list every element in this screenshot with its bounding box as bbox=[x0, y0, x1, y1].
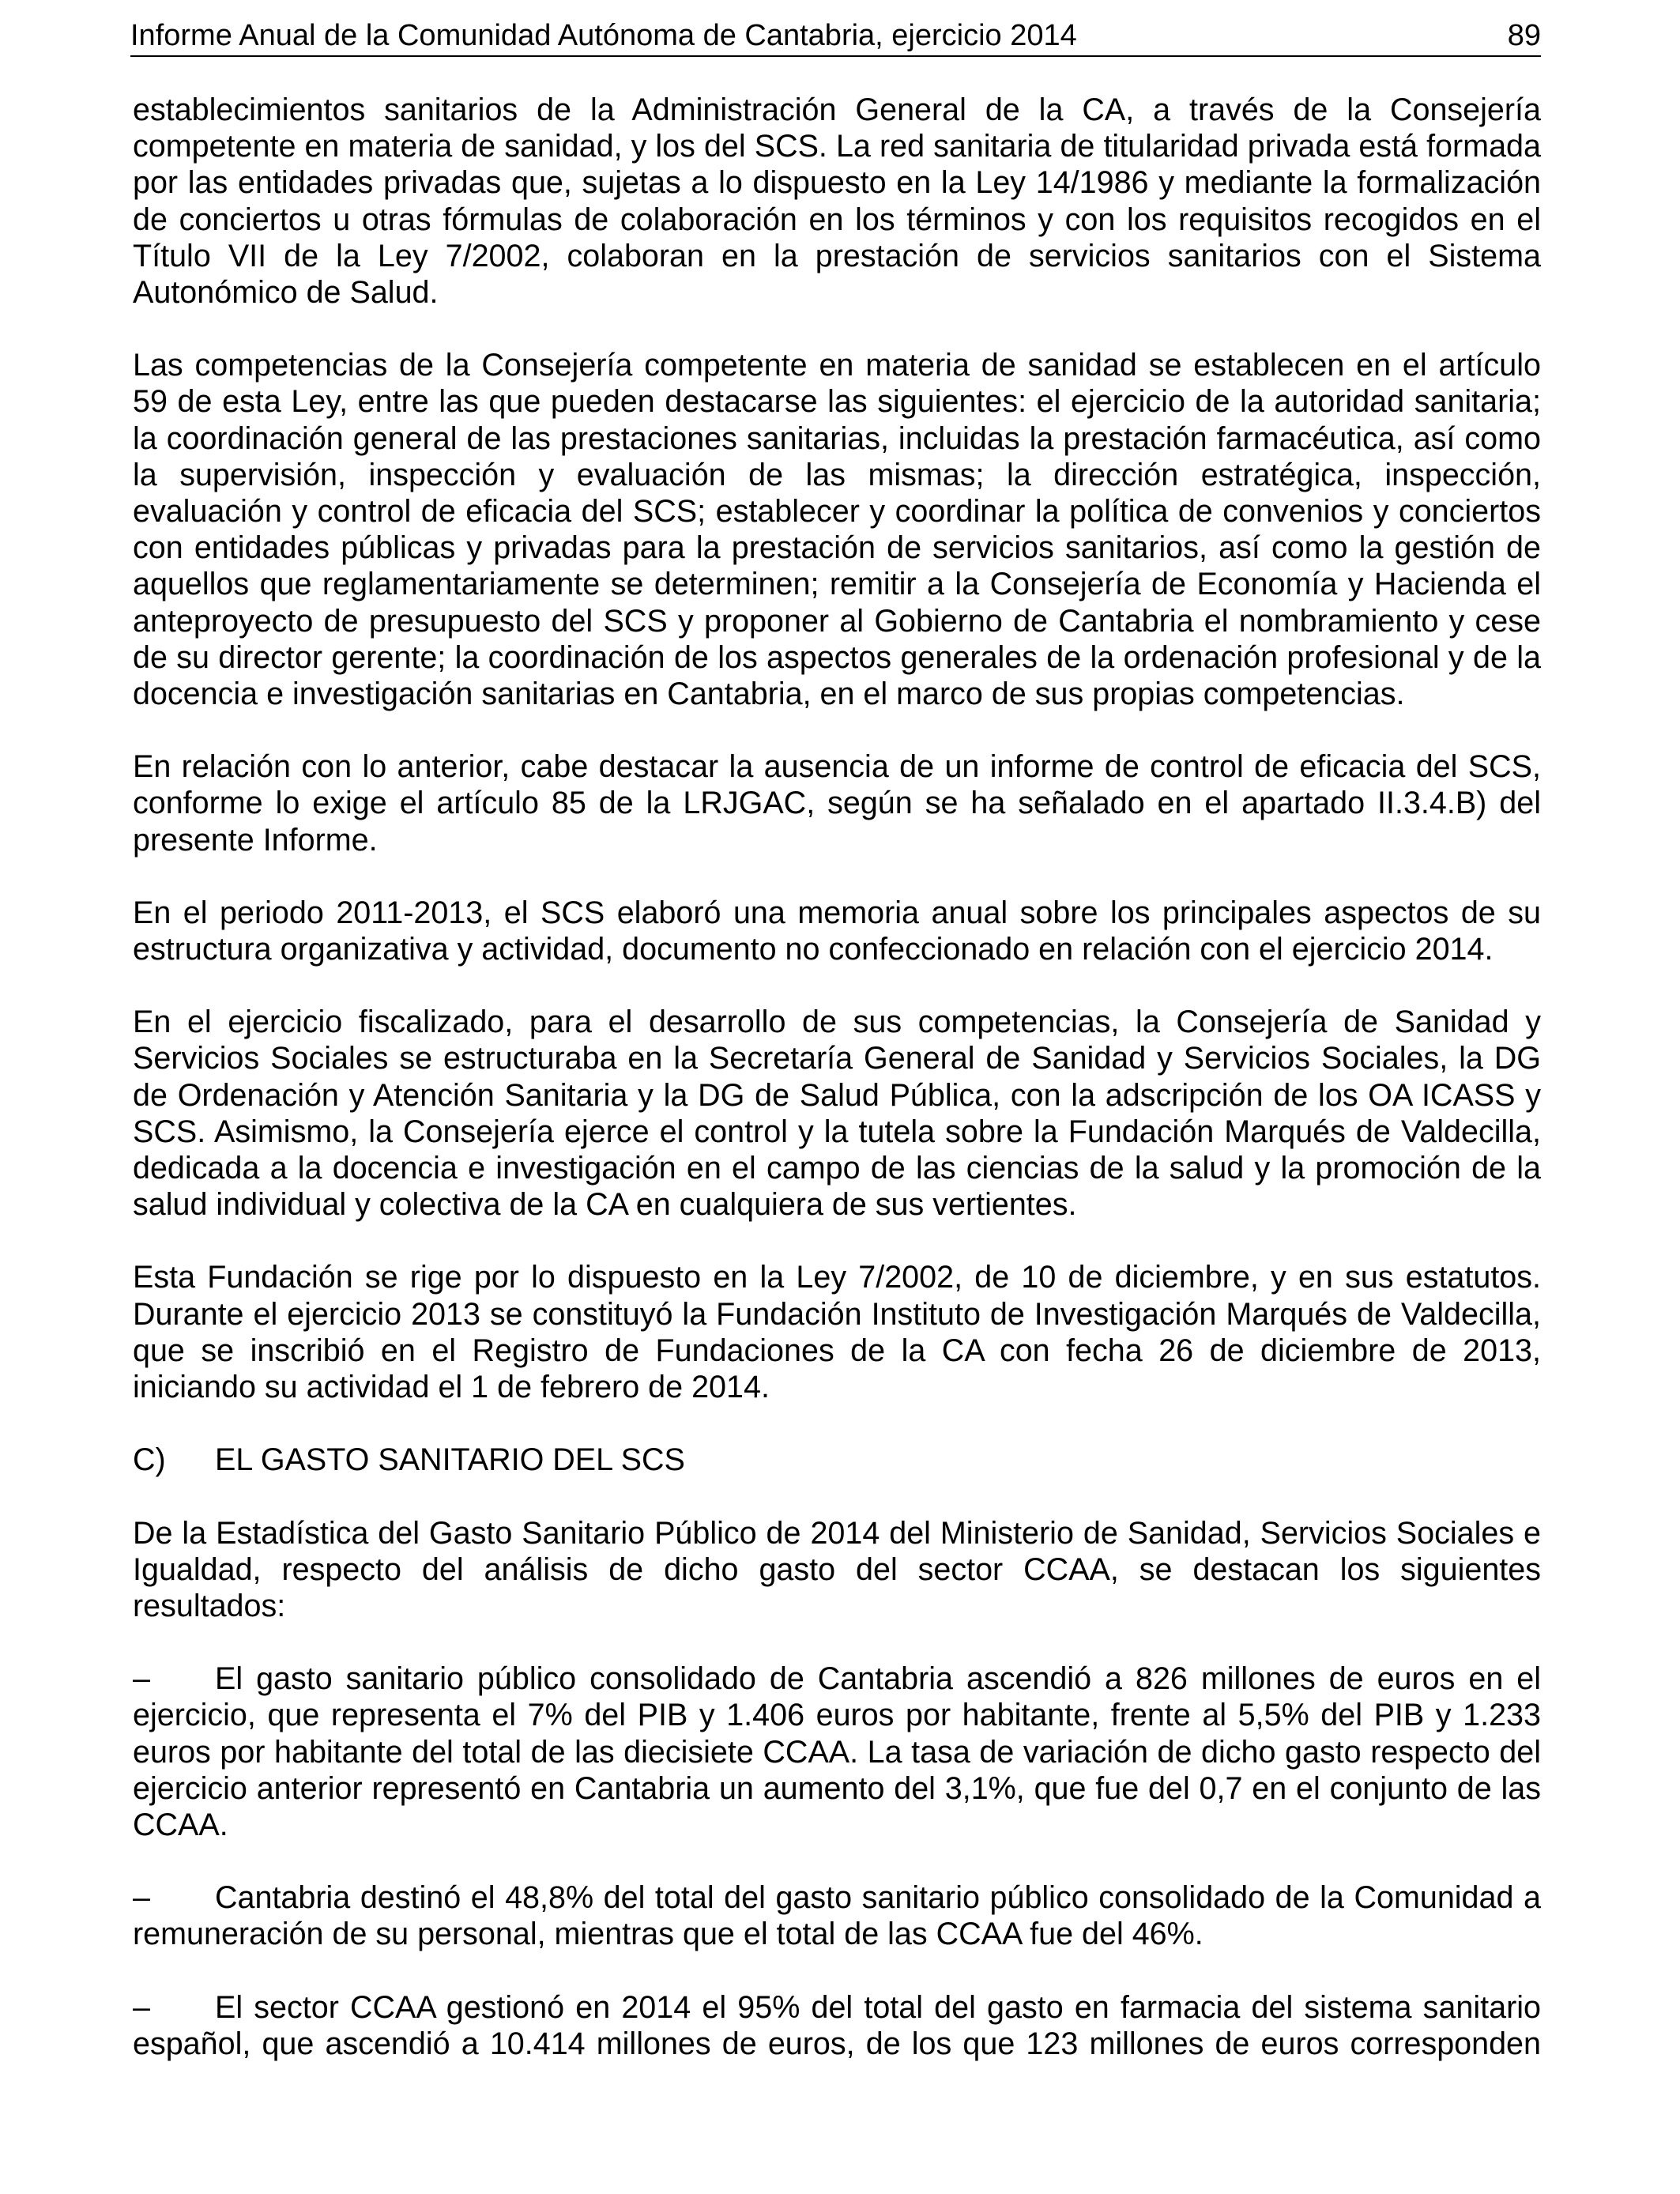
paragraph-3: En relación con lo anterior, cabe destacar la ausencia de un informe de control de eficacia del SCS, conforme lo exige el artículo 85 de la LRJGAC, según se ha señalado en el apartado II.3.4.B) del presente Informe. bbox=[133, 749, 1541, 858]
bullet-text: El gasto sanitario público consolidado de Cantabria ascendió a 826 millones de euros en el ejercicio, que representa el 7% del PIB y 1.406 euros por habitante, frente al 5,5% del PIB y 1.233 euros por habitante del total de las diecisiete CCAA. La tasa de variación de dicho gasto respecto del ejercicio anterior representó en Cantabria un aumento del 3,1%, que fue del 0,7 en el conjunto de las CCAA. bbox=[133, 1661, 1541, 1842]
page-number: 89 bbox=[1507, 19, 1541, 52]
bullet-item-3 bbox=[133, 1989, 1541, 2062]
section-heading bbox=[133, 1442, 1541, 1478]
bullet-text: El sector CCAA gestionó en 2014 el 95% del total del gasto en farmacia del sistema sanitario español, que ascendió a 10.414 millones de euros, de los que 123 millones de euros corresponden bbox=[133, 1989, 1541, 2061]
paragraph-1: establecimientos sanitarios de la Administración General de la CA, a través de la Consejería competente en materia de sanidad, y los del SCS. La red sanitaria de titularidad privada está formada por las entidades privadas que, sujetas a lo dispuesto en la Ley 14/1986 y mediante la formalización de conciertos u otras fórmulas de colaboración en los términos y con los requisitos recogidos en el Título VII de la Ley 7/2002, colaboran en la prestación de servicios sanitarios con el Sistema Autonómico de Salud. bbox=[133, 92, 1541, 311]
dash-marker: – bbox=[133, 1989, 150, 2025]
header-title: Informe Anual de la Comunidad Autónoma de Cantabria, ejercicio 2014 bbox=[130, 19, 1077, 52]
page-header bbox=[130, 16, 1541, 57]
document-body bbox=[133, 92, 1541, 2062]
dash-marker: – bbox=[133, 1880, 150, 1916]
dash-marker: – bbox=[133, 1661, 150, 1697]
paragraph-2: Las competencias de la Consejería competente en materia de sanidad se establecen en el artículo 59 de esta Ley, entre las que pueden destacarse las siguientes: el ejercicio de la autoridad sanitaria; la coordinación general de las prestaciones sanitarias, incluidas la prestación farmacéutica, así como la supervisión, inspección y evaluación de las mismas; la dirección estratégica, inspección, evaluación y control de eficacia del SCS; establecer y coordinar la política de convenios y conciertos con entidades públicas y privadas para la prestación de servicios sanitarios, así como la gestión de aquellos que reglamentariamente se determinen; remitir a la Consejería de Economía y Hacienda el anteproyecto de presupuesto del SCS y proponer al Gobierno de Cantabria el nombramiento y cese de su director gerente; la coordinación de los aspectos generales de la ordenación profesional y de la docencia e investigación sanitarias en Cantabria, en el marco de sus propias competencias. bbox=[133, 348, 1541, 712]
section-letter: C) bbox=[133, 1442, 166, 1478]
bullet-item-2 bbox=[133, 1879, 1541, 1952]
paragraph-6: Esta Fundación se rige por lo dispuesto en la Ley 7/2002, de 10 de diciembre, y en sus estatutos. Durante el ejercicio 2013 se constituyó la Fundación Instituto de Investigación Marqués de Valdecilla, que se inscribió en el Registro de Fundaciones de la CA con fecha 26 de diciembre de 2013, iniciando su actividad el 1 de febrero de 2014. bbox=[133, 1260, 1541, 1405]
bullet-text: Cantabria destinó el 48,8% del total del gasto sanitario público consolidado de la Comunidad a remuneración de su personal, mientras que el total de las CCAA fue del 46%. bbox=[133, 1880, 1541, 1952]
section-intro: De la Estadística del Gasto Sanitario Público de 2014 del Ministerio de Sanidad, Servicios Sociales e Igualdad, respecto del análisis de dicho gasto del sector CCAA, se destacan los siguientes resultados: bbox=[133, 1515, 1541, 1623]
section-title: EL GASTO SANITARIO DEL SCS bbox=[215, 1442, 685, 1478]
paragraph-4: En el periodo 2011-2013, el SCS elaboró una memoria anual sobre los principales aspectos de su estructura organizativa y actividad, documento no confeccionado en relación con el ejercicio 2014. bbox=[133, 895, 1541, 967]
bullet-item-1 bbox=[133, 1661, 1541, 1843]
paragraph-5: En el ejercicio fiscalizado, para el desarrollo de sus competencias, la Consejería de Sanidad y Servicios Sociales se estructuraba en la Secretaría General de Sanidad y Servicios Sociales, la DG de Ordenación y Atención Sanitaria y la DG de Salud Pública, con la adscripción de los OA ICASS y SCS. Asimismo, la Consejería ejerce el control y la tutela sobre la Fundación Marqués de Valdecilla, dedicada a la docencia e investigación en el campo de las ciencias de la salud y la promoción de la salud individual y colectiva de la CA en cualquiera de sus vertientes. bbox=[133, 1005, 1541, 1223]
